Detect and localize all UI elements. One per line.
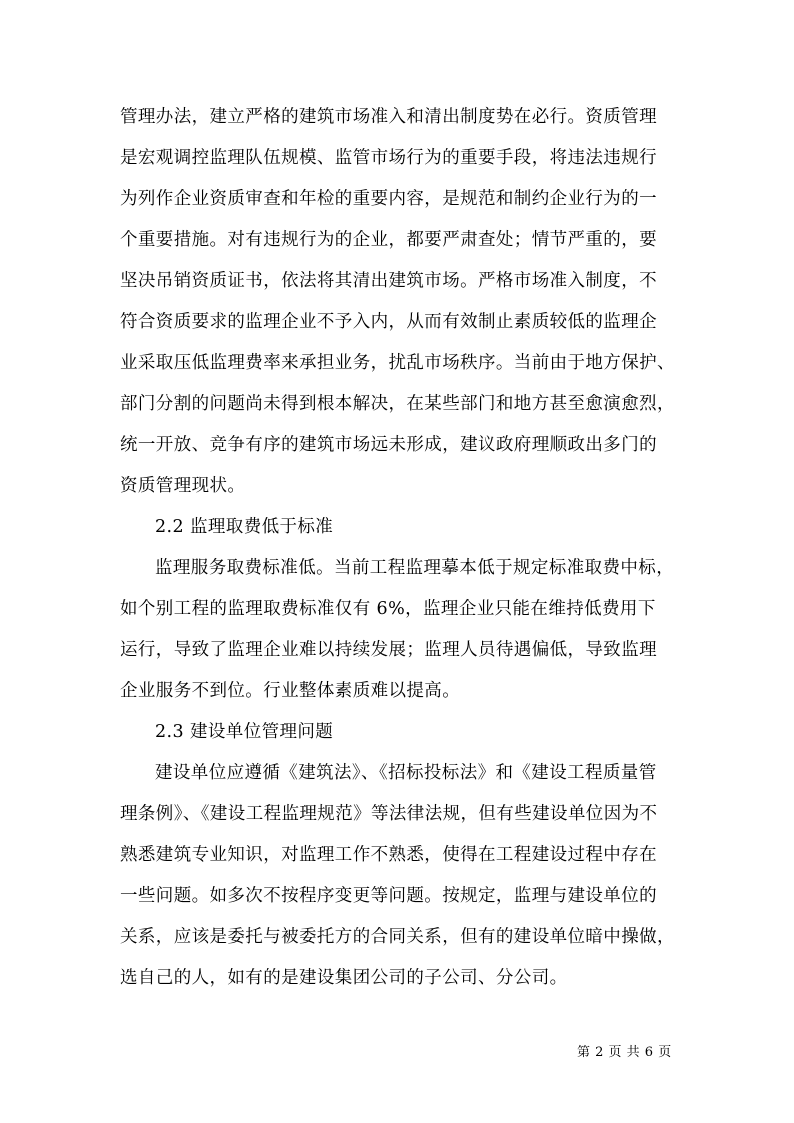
page-number-footer: 第 2 页 共 6 页 bbox=[577, 1045, 672, 1060]
body-text-line: 一些问题。如多次不按程序变更等问题。按规定，监理与建设单位的 bbox=[120, 886, 657, 906]
body-text-line: 统一开放、竞争有序的建筑市场远未形成，建议政府理顺政出多门的 bbox=[120, 435, 657, 455]
section-heading: 2.3 建设单位管理问题 bbox=[155, 722, 334, 742]
body-text-line: 运行，导致了监理企业难以持续发展；监理人员待遇偏低，导致监理 bbox=[120, 640, 657, 660]
body-text-line: 符合资质要求的监理企业不予入内，从而有效制止素质较低的监理企 bbox=[120, 312, 657, 332]
body-text-line: 管理办法，建立严格的建筑市场准入和清出制度势在必行。资质管理 bbox=[120, 107, 657, 127]
body-text-line: 关系，应该是委托与被委托方的合同关系，但有的建设单位暗中操做， bbox=[120, 927, 675, 947]
body-text-line: 个重要措施。对有违规行为的企业，都要严肃查处；情节严重的，要 bbox=[120, 230, 657, 250]
body-text-line: 熟悉建筑专业知识，对监理工作不熟悉，使得在工程建设过程中存在 bbox=[120, 845, 657, 865]
section-heading: 2.2 监理取费低于标准 bbox=[155, 517, 334, 537]
body-text-line: 业采取压低监理费率来承担业务，扰乱市场秩序。当前由于地方保护、 bbox=[120, 353, 675, 373]
body-text-line: 选自己的人，如有的是建设集团公司的子公司、分公司。 bbox=[120, 968, 568, 988]
body-text-line: 理条例》、《建设工程监理规范》等法律法规，但有些建设单位因为不 bbox=[120, 804, 658, 824]
body-text-line: 如个别工程的监理取费标准仅有 6%，监理企业只能在维持低费用下 bbox=[120, 599, 656, 619]
body-text-line: 坚决吊销资质证书，依法将其清出建筑市场。严格市场准入制度，不 bbox=[120, 271, 657, 291]
body-text-line: 是宏观调控监理队伍规模、监管市场行为的重要手段，将违法违规行 bbox=[120, 148, 657, 168]
body-text-line: 企业服务不到位。行业整体素质难以提高。 bbox=[120, 681, 461, 701]
body-text-line: 部门分割的问题尚未得到根本解决，在某些部门和地方甚至愈演愈烈， bbox=[120, 394, 675, 414]
body-text-line: 建设单位应遵循《建筑法》、《招标投标法》和《建设工程质量管 bbox=[155, 763, 657, 783]
body-text-line: 监理服务取费标准低。当前工程监理摹本低于规定标准取费中标， bbox=[155, 558, 675, 578]
body-text-line: 资质管理现状。 bbox=[120, 476, 246, 496]
body-text-line: 为列作企业资质审查和年检的重要内容，是规范和制约企业行为的一 bbox=[120, 189, 657, 209]
